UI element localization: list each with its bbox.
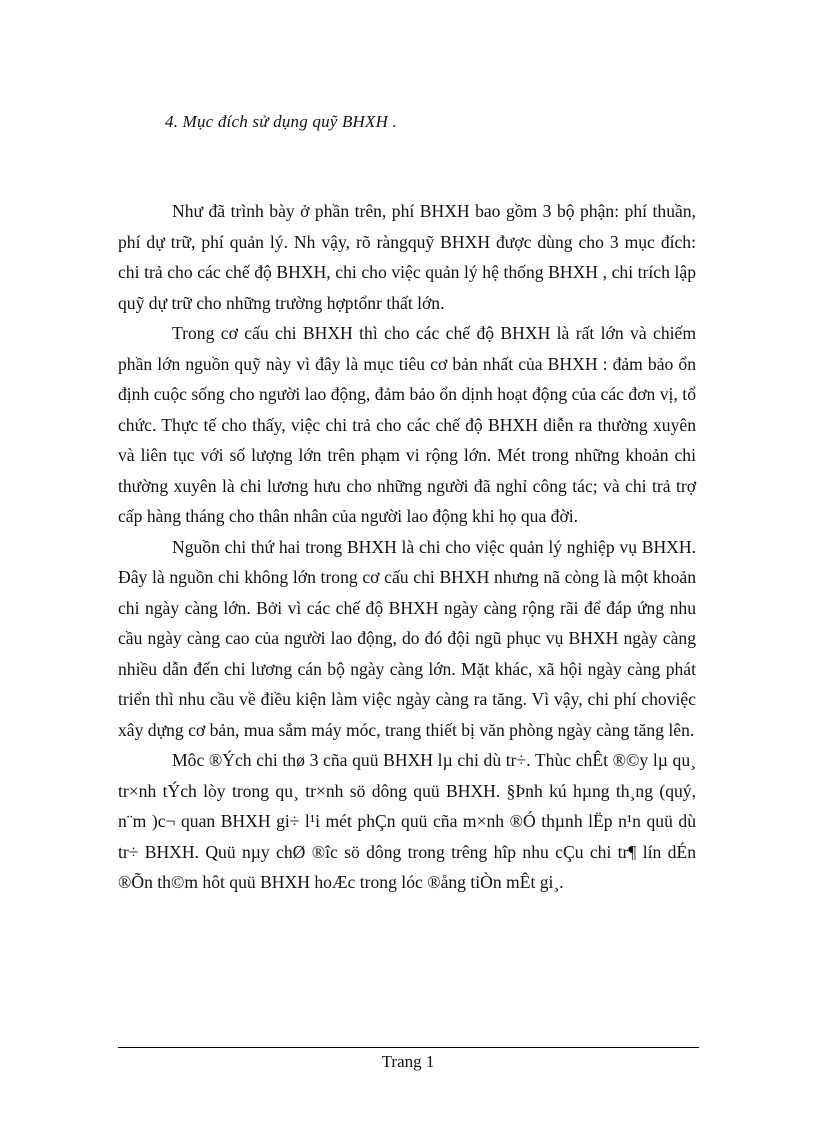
paragraph-2: Trong cơ cấu chi BHXH thì cho các chế độ BHXH là rất lớn và chiếm phần lớn nguồn quỹ này vì đây là mục tiêu cơ bản nhất của BHXH : đảm bảo ổn định cuộc sống cho người lao động, đảm bảo ổn dịnh hoạt động của các đơn vị, tổ chức. Thực tế cho thấy, việc chi trả cho các chế độ BHXH diễn ra thường xuyên và liên tục với số lượng lớn trên phạm vi rộng lớn. Mét trong những khoản chi thường xuyên là chi lương hưu cho những người đã nghỉ công tác; và chi trả trợ cấp hàng tháng cho thân nhân của người lao động khi họ qua đời.	[118, 323, 696, 526]
paragraph-4: Môc ®Ých chi thø 3 cña quü BHXH lµ chi dù tr÷. Thùc chÊt ®©y lµ qu¸ tr×nh tÝch lòy trong qu¸ tr×nh sö dông quü BHXH. §Þnh kú hµng th¸ng (quý, n¨m )c¬ quan BHXH gi÷ l¹i mét phÇn quü cña m×nh ®Ó thµnh lËp n¹n quü dù tr÷ BHXH. Quü nµy chØ ®îc sö dông trong trêng hîp nhu cÇu chi tr¶ lín dÉn ®Õn th©m hôt quü BHXH hoÆc trong lóc ®ång tiÒn mÊt gi¸.	[118, 750, 696, 892]
footer-divider	[118, 1047, 699, 1048]
paragraph-3: Nguồn chi thứ hai trong BHXH là chi cho việc quản lý nghiệp vụ BHXH. Đây là nguồn chi không lớn trong cơ cấu chi BHXH nhưng nã còng là một khoản chi ngày càng lớn. Bởi vì các chế độ BHXH ngày càng rộng rãi để đáp ứng nhu cầu ngày càng cao của người lao động, do đó đội ngũ phục vụ BHXH ngày càng nhiều dẫn đến chi lương cán bộ ngày càng lớn. Mặt khác, xã hội ngày càng phát triển thì nhu cầu về điều kiện làm việc ngày càng ra tăng. Vì vậy, chi phí choviệc xây dựng cơ bản, mua sắm máy móc, trang thiết bị văn phòng ngày càng tăng lên.	[118, 536, 696, 740]
page-number: Trang 1	[381, 1052, 435, 1071]
section-heading: 4. Mục đích sử dụng quỹ BHXH .	[165, 112, 397, 131]
paragraph-1: Như đã trình bày ở phần trên, phí BHXH bao gồm 3 bộ phận: phí thuần, phí dự trữ, phí quản lý. Nh vậy, rõ ràngquỹ BHXH được dùng cho 3 mục đích: chi trả cho các chế độ BHXH, chi cho việc quản lý hệ thống BHXH , chi trích lập quỹ dự trữ cho những trường hợptổnr thất lớn.	[118, 201, 696, 313]
document-body	[118, 196, 696, 898]
